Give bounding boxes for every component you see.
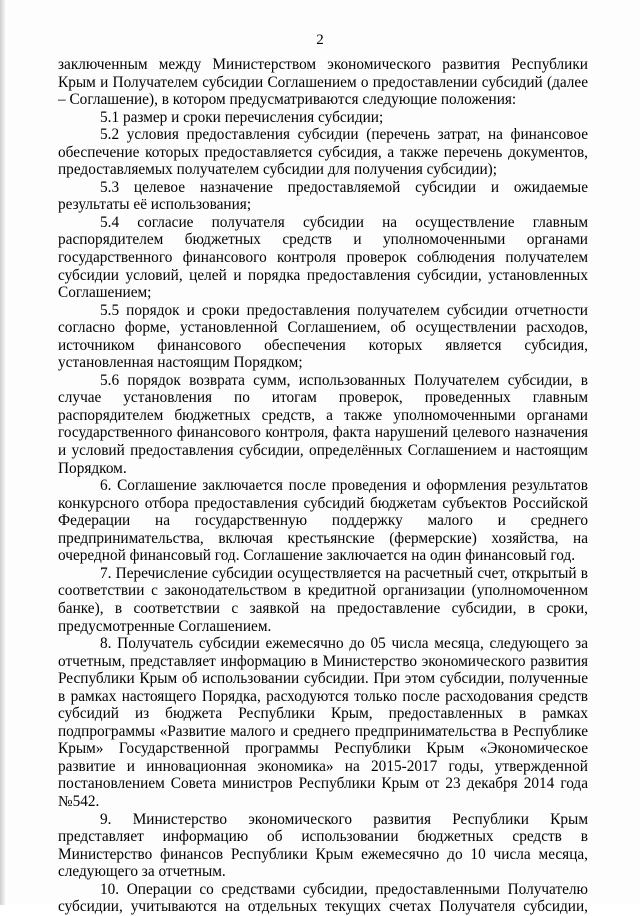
paragraph-9: 9. Министерство экономического развития Республики Крым представляет информацию об использовании бюджетных средств в Министерство финансов Республики Крым ежемесячно до 10 числа месяца, следующего за отчетным. <box>58 810 588 881</box>
paragraph-10: 10. Операции со средствами субсидии, предоставленными Получателю субсидии, учитываются на отдельных текущих счетах Получателя субсидии, <box>58 880 588 916</box>
paragraph-5-4: 5.4 согласие получателя субсидии на осуществление главным распорядителем бюджетных средств и уполномоченными органами государственного финансового контроля проверок соблюдения получателем субсидии условий, целей и порядка предоставления субсидии, установленных Соглашением; <box>58 213 588 302</box>
paragraph-5-3: 5.3 целевое назначение предоставляемой субсидии и ожидаемые результаты её использования; <box>58 178 588 214</box>
paragraph-5-6: 5.6 порядок возврата сумм, использованных Получателем субсидии, в случае установления по итогам проверок, проведенных главным распорядителем бюджетных средств, а также уполномоченными органами государственного финансового контроля, факта нарушений целевого назначения и условий предоставления субсидии, определённых Соглашением и настоящим Порядком. <box>58 371 588 477</box>
paragraph-7: 7. Перечисление субсидии осуществляется на расчетный счет, открытый в соответствии с законодательством в кредитной организации (уполномоченном банке), в соответствии с заявкой на предоставление субсидии, в сроки, предусмотренные Соглашением. <box>58 564 588 635</box>
paragraph-5-2: 5.2 условия предоставления субсидии (перечень затрат, на финансовое обеспечение которых предоставляется субсидия, а также перечень документов, предоставляемых получателем субсидии для получения субсидии); <box>58 126 588 179</box>
paragraph-5-1: 5.1 размер и сроки перечисления субсидии; <box>100 108 384 126</box>
document-body <box>58 56 588 916</box>
page-shadow-edge <box>0 0 5 905</box>
paragraph-5-5: 5.5 порядок и сроки предоставления получателем субсидии отчетности согласно форме, установленной Соглашением, об осуществлении расходов, источником финансового обеспечения которых является субсидия, установленная настоящим Порядком; <box>58 301 588 372</box>
page-number: 2 <box>316 32 324 48</box>
paragraph-continuation: заключенным между Министерством экономического развития Республики Крым и Получателем субсидии Соглашением о предоставлении субсидий (далее – Соглашение), в котором предусматриваются следующие положения: <box>58 56 588 109</box>
paragraph-8: 8. Получатель субсидии ежемесячно до 05 числа месяца, следующего за отчетным, представляет информацию в Министерство экономического развития Республики Крым об использовании субсидии. При этом субсидии, полученные в рамках настоящего Порядка, расходуются только после расходования средств субсидий из бюджета Республики Крым, предоставленных в рамках подпрограммы «Развитие малого и среднего предпринимательства в Республике Крым» Государственной программы Республики Крым «Экономическое развитие и инновационная экономика» на 2015-2017 годы, утвержденной постановлением Совета министров Республики Крым от 23 декабря 2014 года №542. <box>58 635 588 810</box>
paragraph-6: 6. Соглашение заключается после проведения и оформления результатов конкурсного отбора предоставления субсидий бюджетам субъектов Российской Федерации на государственную поддержку малого и среднего предпринимательства, включая крестьянские (фермерские) хозяйства, на очередной финансовый год. Соглашение заключается на один финансовый год. <box>58 477 588 565</box>
